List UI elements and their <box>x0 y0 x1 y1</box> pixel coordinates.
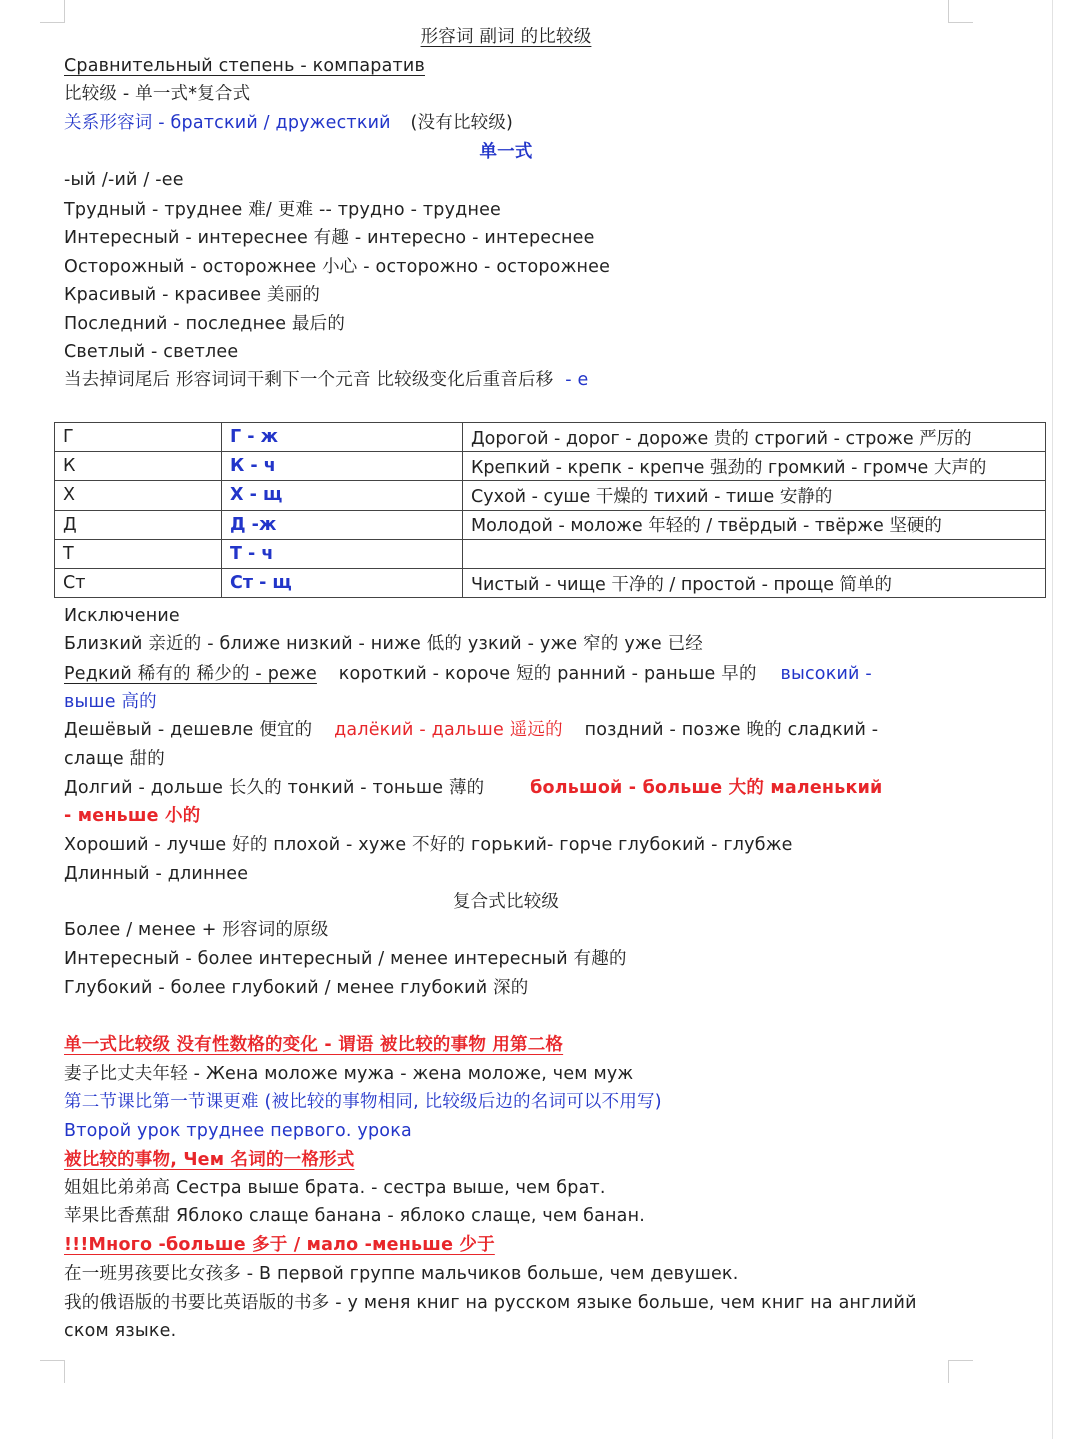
table-cell-letter: Т <box>55 539 222 568</box>
exception-blue: высокий - <box>780 664 872 684</box>
example-line: Последний - последнее 最后的 <box>64 314 346 334</box>
intro-line-1: Сравнительный степень - компаратив <box>64 56 425 76</box>
exception-line: Длинный - длиннее <box>64 864 249 884</box>
usage-example: ском языке. <box>64 1321 177 1341</box>
exception-line: Хороший - лучше 好的 плохой - хуже 不好的 горький- горче глубокий - глубже <box>64 835 793 855</box>
usage-example: 我的俄语版的书要比英语版的书多 - у меня книг на русском языке больше, чем книг на английй <box>64 1293 917 1313</box>
table-row <box>55 481 1046 510</box>
usage-example: 妻子比丈夫年轻 - Жена моложе мужа - жена моложе, чем муж <box>64 1064 634 1084</box>
compound-line: Глубокий - более глубокий / менее глубокий 深的 <box>64 978 529 998</box>
relational-adjectives: 关系形容词 - братский / дружесткий <box>64 113 391 133</box>
exception-line: - меньше 小的 <box>64 806 201 826</box>
simple-heading: 单一式 <box>479 142 533 162</box>
table-cell-change: Д -ж <box>222 510 463 539</box>
exception-line: слаще 甜的 <box>64 749 165 769</box>
usage-example-blue: 第二节课比第一节课更难 (被比较的事物相同, 比较级后边的名词可以不用写) <box>64 1092 662 1112</box>
example-line: Интересный - интереснее 有趣 - интересно - интереснее <box>64 228 595 248</box>
relational-note: (没有比较级) <box>410 113 514 133</box>
table-row <box>55 452 1046 481</box>
table-cell-change: Т - ч <box>222 539 463 568</box>
endings-line: -ый /-ий / -ее <box>64 170 184 190</box>
example-line: Трудный - труднее 难/ 更难 -- трудно - труднее <box>64 200 502 220</box>
exception-text: короткий - короче 短的 ранний - раньше 早的 <box>338 664 757 684</box>
rule-note-text: 当去掉词尾后 形容词词干剩下一个元音 比较级变化后重音后移 <box>64 370 554 390</box>
table-cell-letter: Г <box>55 423 222 452</box>
usage-example: 苹果比香蕉甜 Яблоко слаще банана - яблоко слаще, чем банан. <box>64 1206 645 1226</box>
page-corner-mark <box>948 1360 973 1383</box>
exception-line <box>64 660 872 688</box>
usage-rule: !!!Много -больше 多于 / мало -меньше 少于 <box>64 1235 495 1255</box>
table-cell-change: Х - щ <box>222 481 463 510</box>
page-title: 形容词 副词 的比较级 <box>420 27 592 47</box>
table-cell-change: Г - ж <box>222 423 463 452</box>
example-line: Осторожный - осторожнее 小心 - осторожно - осторожнее <box>64 257 611 277</box>
table-row <box>55 423 1046 452</box>
exceptions-heading: Исключение <box>64 606 180 626</box>
table-cell-letter: Ст <box>55 568 222 597</box>
usage-rule: 单一式比较级 没有性数格的变化 - 谓语 被比较的事物 用第二格 <box>64 1035 564 1055</box>
table-row <box>55 510 1046 539</box>
table-cell-change: Ст - щ <box>222 568 463 597</box>
exception-line: Близкий 亲近的 - ближе низкий - ниже 低的 узкий - уже 窄的 уже 已经 <box>64 634 703 654</box>
exception-underlined: Редкий 稀有的 稀少的 - реже <box>64 664 317 684</box>
table-cell-examples: Сухой - суше 干燥的 тихий - тише 安静的 <box>463 481 1046 510</box>
table-cell-letter: Д <box>55 510 222 539</box>
compound-heading: 复合式比较级 <box>452 892 560 912</box>
exception-text: поздний - позже 晚的 сладкий - <box>584 720 879 740</box>
table-cell-letter: Х <box>55 481 222 510</box>
exception-red: далёкий - дальше 遥远的 <box>334 720 563 740</box>
page-corner-mark <box>948 0 973 23</box>
exception-line <box>64 716 878 744</box>
exception-line <box>64 774 883 802</box>
rule-note-suffix: - е <box>565 370 589 390</box>
example-line: Красивый - красивее 美丽的 <box>64 285 321 305</box>
example-line: Светлый - светлее <box>64 342 239 362</box>
table-row <box>55 539 1046 568</box>
table-cell-examples: Чистый - чище 干净的 / простой - проще 简单的 <box>463 568 1046 597</box>
usage-example: 姐姐比弟弟高 Сестра выше брата. - сестра выше, чем брат. <box>64 1178 606 1198</box>
table-row <box>55 568 1046 597</box>
page-edge-line <box>1052 0 1053 1439</box>
table-cell-examples <box>463 539 1046 568</box>
usage-example: 在一班男孩要比女孩多 - В первой группе мальчиков больше, чем девушек. <box>64 1264 739 1284</box>
consonant-change-table <box>54 422 1046 598</box>
table-cell-change: К - ч <box>222 452 463 481</box>
usage-rule: 被比较的事物, Чем 名词的一格形式 <box>64 1150 355 1170</box>
exception-text: Долгий - дольше 长久的 тонкий - тоньше 薄的 <box>64 778 485 798</box>
table-cell-letter: К <box>55 452 222 481</box>
exception-text: Дешёвый - дешевле 便宜的 <box>64 720 313 740</box>
compound-line: Более / менее + 形容词的原级 <box>64 920 329 940</box>
page-corner-mark <box>40 1360 65 1383</box>
usage-example-blue: Второй урок труднее первого. урока <box>64 1121 412 1141</box>
table-cell-examples: Крепкий - крепк - крепче 强劲的 громкий - громче 大声的 <box>463 452 1046 481</box>
table-cell-examples: Молодой - моложе 年轻的 / твёрдый - твёрже 坚硬的 <box>463 510 1046 539</box>
table-cell-examples: Дорогой - дорог - дороже 贵的 строгий - строже 严厉的 <box>463 423 1046 452</box>
intro-line-2: 比较级 - 单一式*复合式 <box>64 84 251 104</box>
relational-line <box>64 109 513 137</box>
exception-red-bold: большой - больше 大的 маленький <box>530 778 883 798</box>
compound-line: Интересный - более интересный / менее интересный 有趣的 <box>64 949 627 969</box>
rule-note <box>64 366 588 394</box>
exception-line: выше 高的 <box>64 692 157 712</box>
page-corner-mark <box>40 0 65 23</box>
